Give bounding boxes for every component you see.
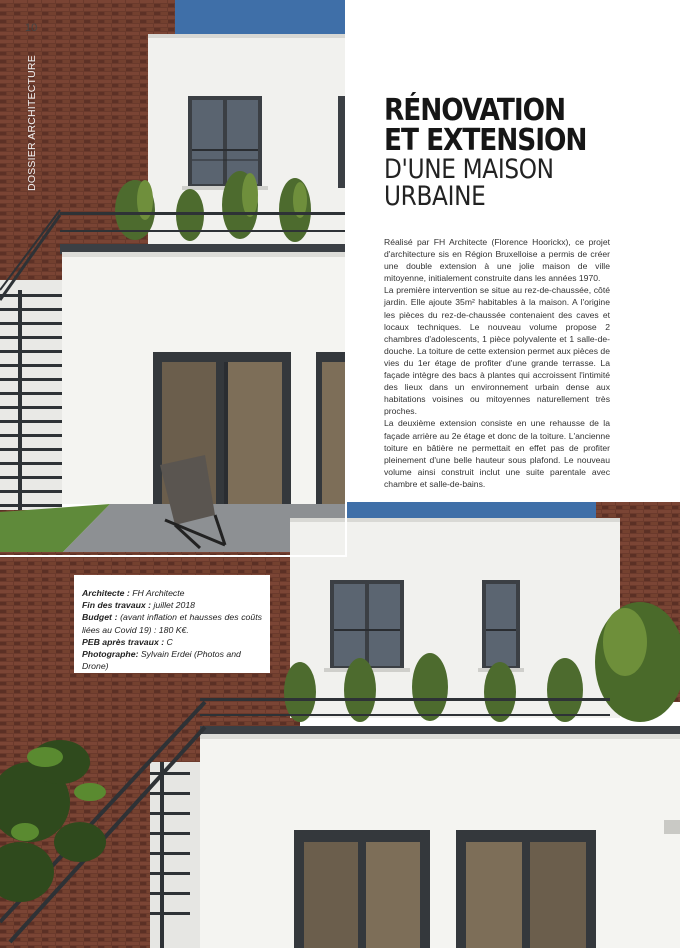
body-paragraph: La première intervention se situe au rez-de-chaussée, côté jardin. Elle ajoute 35m² habitables à la maison. A l'origine les pièces du rez-de-chaussée contenaient des caves et locaux techniques. Le nouveau volume propose 2 chambres d'adolescents, 1 pièce polyvalente et 1 salle-de-douche. La toiture de cette extension permet aux pièces de vies du 1er étage de profiter d'une grande terrasse. La façade intègre des bacs à plantes qui accroissent l'intimité des lieux dans un environnement urbain dense aux habitations voisines ou mitoyennes naturellement très proches. [384,285,610,417]
photo-divider-vertical [345,0,347,555]
title-line-2: ET EXTENSION [384,123,587,158]
project-info-box [74,575,270,673]
info-value: juillet 2018 [153,600,196,611]
title-line-4: URBAINE [384,181,486,212]
info-peb [82,636,262,648]
info-label: Fin des travaux : [82,600,152,611]
photo-house-rear-facade [0,502,680,948]
info-fin-travaux [82,599,262,611]
info-value: C [166,636,173,647]
info-value: FH Architecte [132,588,185,598]
info-photographe [82,648,262,672]
info-architecte [82,587,262,599]
page-header-vertical [22,22,42,192]
article-title [384,93,674,212]
info-label: Architecte : [82,588,130,598]
page-number: 10 [25,22,38,34]
info-value: Sylvain Erdei (Photos and Drone) [82,649,241,672]
info-label: Photographe: [82,649,139,660]
body-paragraph: La deuxième extension consiste en une rehausse de la façade arrière au 2e étage et donc de la toiture. L'ancienne toiture en bâtière ne permettait en effet pas de profiter pleinement d'une belle hauteur sous plafond. Le nouveau volume ainsi construit inclut une suite parentale avec chambre et salle-de-bains. [384,418,610,489]
info-label: Budget : [82,612,118,623]
body-paragraph: Réalisé par FH Architecte (Florence Hoorickx), ce projet d'architecture sis en Région Bruxelloise a permis de créer une double extension à une jolie maison de ville mitoyenne, initialement construite dans les années 1970. [384,237,610,284]
info-label: PEB après travaux : [82,636,165,647]
info-value: (avant inflation et hausses des coûts liées au Covid 19) : 180 K€. [82,612,262,635]
photo-house-garden-view [0,0,345,555]
photo-divider-horizontal [0,555,347,557]
section-label: DOSSIER ARCHITECTURE [26,55,38,191]
title-line-1: RÉNOVATION [384,93,566,128]
info-budget [82,611,262,635]
article-body [384,236,610,490]
title-line-3: D'UNE MAISON [384,154,554,185]
